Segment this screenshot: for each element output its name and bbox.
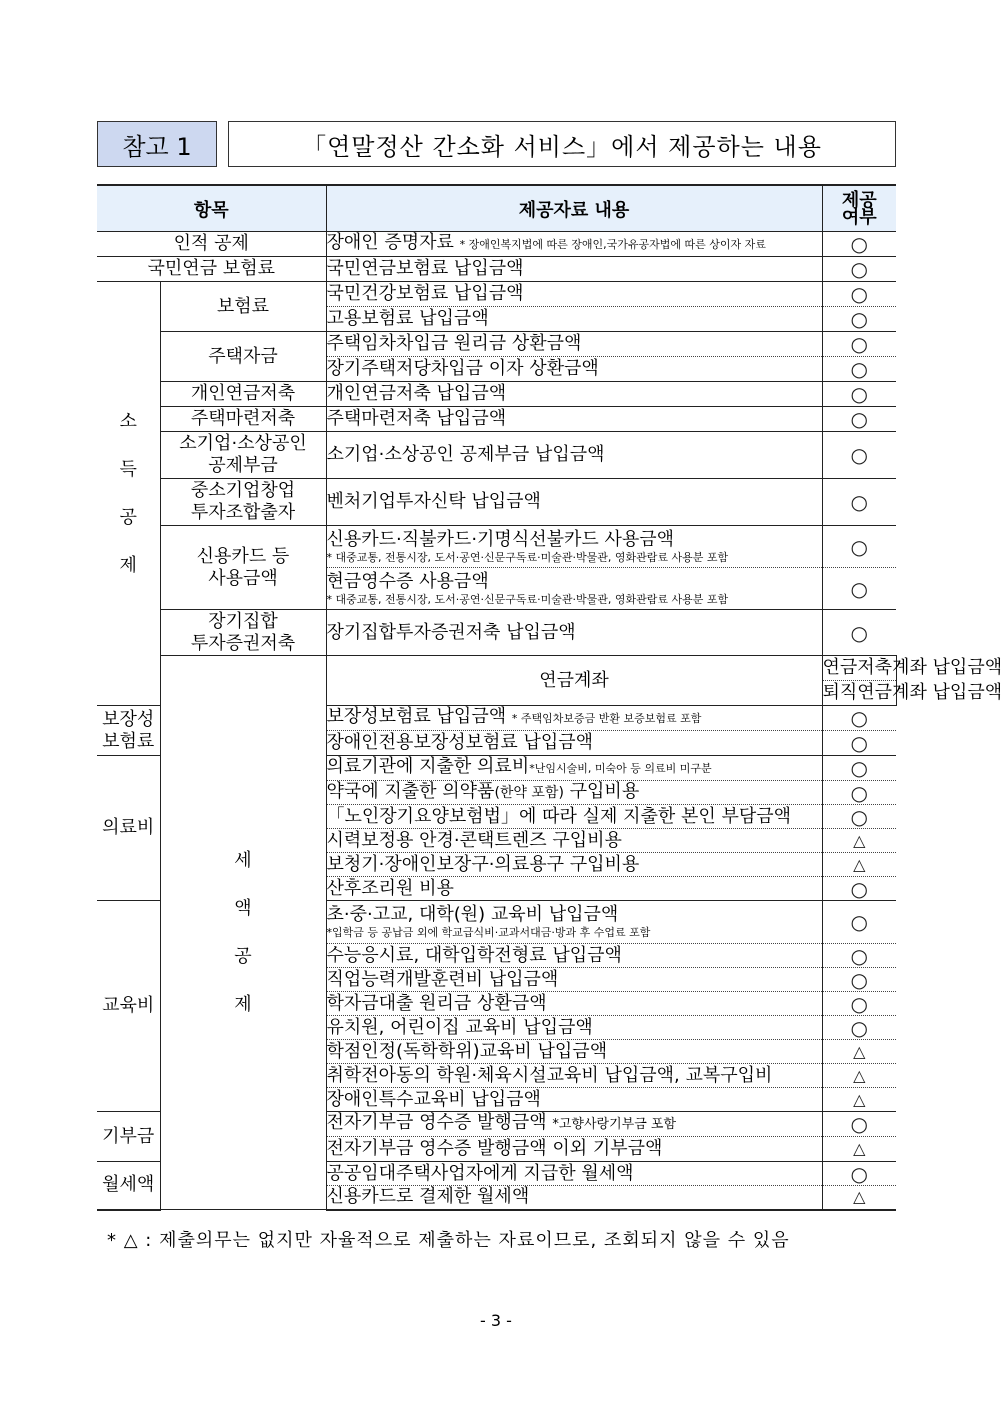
provided-mark: ○ — [822, 1162, 896, 1186]
provided-mark: ○ — [822, 307, 896, 332]
row-item: 개인연금저축 — [160, 382, 326, 407]
content-text: 신용카드·직불카드·기명식선불카드 사용금액 — [326, 528, 675, 550]
table-row — [97, 610, 896, 656]
provided-mark: ○ — [822, 568, 896, 610]
footnote: * △ : 제출의무는 없지만 자율적으로 제출하는 자료이므로, 조회되지 않을 수 있음 — [107, 1230, 790, 1251]
provided-mark: △ — [822, 853, 896, 877]
provided-mark: △ — [822, 1186, 896, 1210]
row-item: 신용카드 등 사용금액 — [160, 526, 326, 610]
provided-mark: △ — [822, 1137, 896, 1162]
row-item: 의료비 — [97, 756, 160, 901]
row-content — [326, 756, 822, 781]
page-number: - 3 - — [480, 1311, 512, 1330]
row-item: 주택자금 — [160, 332, 326, 382]
provided-mark: △ — [822, 1064, 896, 1088]
table-row — [97, 257, 896, 282]
table-row — [97, 526, 896, 568]
row-content: 「노인장기요양보험법」에 따라 실제 지출한 본인 부담금액 — [326, 805, 822, 829]
row-item: 연금계좌 — [326, 656, 822, 706]
provided-mark: ○ — [822, 407, 896, 432]
row-content: 연금저축계좌 납입금액 — [822, 656, 896, 681]
provided-mark: ○ — [822, 781, 896, 805]
row-content: 국민건강보험료 납입금액 — [326, 282, 822, 307]
content-text: 약국에 지출한 의약품 — [326, 781, 495, 802]
provided-mark: ○ — [822, 282, 896, 307]
reference-label: 참고 1 — [97, 121, 217, 167]
provided-mark: ○ — [822, 526, 896, 568]
page-title: 「연말정산 간소화 서비스」에서 제공하는 내용 — [228, 121, 896, 167]
provided-mark: ○ — [822, 706, 896, 731]
row-item: 장기집합 투자증권저축 — [160, 610, 326, 656]
provided-mark: △ — [822, 1088, 896, 1112]
table-row — [97, 479, 896, 526]
row-item: 교육비 — [97, 901, 160, 1112]
provided-mark: ○ — [822, 944, 896, 968]
content-note: * 대중교통, 전통시장, 도서·공연·신문구독료·미술관·박물관, 영화관람료 사용분 포함 — [326, 550, 729, 564]
row-content — [326, 1112, 822, 1137]
row-content: 공공임대주택사업자에게 지급한 월세액 — [326, 1162, 822, 1186]
provided-mark: ○ — [822, 232, 896, 257]
row-content: 수능응시료, 대학입학전형료 납입금액 — [326, 944, 822, 968]
header-content: 제공자료 내용 — [326, 185, 822, 232]
group-tax-credit: 세 액 공 제 — [160, 656, 326, 1210]
row-content: 장애인전용보장성보험료 납입금액 — [326, 731, 822, 756]
content-text: 보장성보험료 납입금액 — [326, 706, 507, 727]
row-content: 신용카드로 결제한 월세액 — [326, 1186, 822, 1210]
content-text: 전자기부금 영수증 발행금액 — [326, 1112, 547, 1133]
table-row — [97, 432, 896, 479]
header-provided: 제공 여부 — [822, 185, 896, 232]
row-content: 보청기·장애인보장구·의료용구 구입비용 — [326, 853, 822, 877]
table-row — [97, 332, 896, 357]
provided-mark: ○ — [822, 332, 896, 357]
row-item: 보장성 보험료 — [97, 706, 160, 756]
content-text: 현금영수증 사용금액 — [326, 570, 489, 592]
provided-mark: ○ — [822, 479, 896, 526]
row-content: 고용보험료 납입금액 — [326, 307, 822, 332]
table-row — [97, 232, 896, 257]
row-item: 월세액 — [97, 1162, 160, 1210]
row-content: 장기주택저당차입금 이자 상환금액 — [326, 357, 822, 382]
row-content: 학점인정(독학학위)교육비 납입금액 — [326, 1040, 822, 1064]
row-content: 산후조리원 비용 — [326, 877, 822, 901]
content-text: 의료기관에 지출한 의료비 — [326, 756, 530, 777]
content-tail: 구입비용 — [569, 781, 640, 802]
row-item: 소기업·소상공인 공제부금 — [160, 432, 326, 479]
row-content: 소기업·소상공인 공제부금 납입금액 — [326, 432, 822, 479]
row-content: 전자기부금 영수증 발행금액 이외 기부금액 — [326, 1137, 822, 1162]
header-item: 항목 — [97, 185, 326, 232]
provided-mark: ○ — [822, 968, 896, 992]
row-item: 인적 공제 — [97, 232, 326, 257]
table-header-row — [97, 185, 896, 232]
row-content — [326, 781, 822, 805]
table-row — [97, 656, 896, 681]
row-content: 학자금대출 원리금 상환금액 — [326, 992, 822, 1016]
content-note: *고향사랑기부금 포함 — [552, 1117, 676, 1132]
content-note: *난임시술비, 미숙아 등 의료비 미구분 — [529, 762, 712, 775]
content-note: * 주택임차보증금 반환 보증보험료 포함 — [511, 712, 702, 725]
row-item: 보험료 — [160, 282, 326, 332]
provided-mark: △ — [822, 1040, 896, 1064]
provided-mark: ○ — [822, 901, 896, 944]
provided-mark: ○ — [822, 1016, 896, 1040]
provided-mark: ○ — [822, 805, 896, 829]
row-content: 장애인특수교육비 납입금액 — [326, 1088, 822, 1112]
row-item: 주택마련저축 — [160, 407, 326, 432]
row-content: 주택마련저축 납입금액 — [326, 407, 822, 432]
row-content: 개인연금저축 납입금액 — [326, 382, 822, 407]
row-content: 직업능력개발훈련비 납입금액 — [326, 968, 822, 992]
provided-mark: ○ — [822, 257, 896, 282]
row-item: 기부금 — [97, 1112, 160, 1162]
provided-mark: ○ — [822, 731, 896, 756]
provided-mark: ○ — [822, 756, 896, 781]
group-income-deduction: 소 득 공 제 — [97, 282, 160, 706]
row-item: 중소기업창업 투자조합출자 — [160, 479, 326, 526]
row-content: 시력보정용 안경·콘택트렌즈 구입비용 — [326, 829, 822, 853]
content-text: 장애인 증명자료 — [326, 232, 454, 253]
provided-mark: ○ — [822, 1112, 896, 1137]
row-content: 취학전아동의 학원·체육시설교육비 납입금액, 교복구입비 — [326, 1064, 822, 1088]
provided-mark: ○ — [822, 877, 896, 901]
row-content: 벤처기업투자신탁 납입금액 — [326, 479, 822, 526]
row-content: 국민연금보험료 납입금액 — [326, 257, 822, 282]
table-row — [97, 407, 896, 432]
provided-data-table — [97, 184, 1002, 1211]
provided-mark: △ — [822, 829, 896, 853]
provided-mark: ○ — [822, 992, 896, 1016]
provided-mark: ○ — [822, 357, 896, 382]
content-note: * 장애인복지법에 따른 장애인,국가유공자법에 따른 상이자 자료 — [459, 238, 766, 251]
provided-mark: ○ — [822, 432, 896, 479]
row-content — [326, 706, 822, 731]
row-content: 주택임차차입금 원리금 상환금액 — [326, 332, 822, 357]
row-content: 장기집합투자증권저축 납입금액 — [326, 610, 822, 656]
table-row — [97, 382, 896, 407]
content-note: (한약 포함) — [494, 785, 564, 801]
content-note: * 대중교통, 전통시장, 도서·공연·신문구독료·미술관·박물관, 영화관람료 사용분 포함 — [326, 592, 729, 606]
row-content — [326, 232, 822, 257]
content-note: *입학금 등 공납금 외에 학교급식비·교과서대금·방과 후 수업료 포함 — [326, 926, 651, 939]
row-content — [326, 526, 822, 568]
provided-mark: ○ — [822, 382, 896, 407]
row-content — [326, 901, 822, 944]
table-row — [97, 282, 896, 307]
row-content — [326, 568, 822, 610]
row-content: 퇴직연금계좌 납입금액 — [822, 681, 896, 706]
row-content: 유치원, 어린이집 교육비 납입금액 — [326, 1016, 822, 1040]
provided-mark: ○ — [822, 610, 896, 656]
row-item: 국민연금 보험료 — [97, 257, 326, 282]
content-text: 초·중·고교, 대학(원) 교육비 납입금액 — [326, 904, 619, 925]
